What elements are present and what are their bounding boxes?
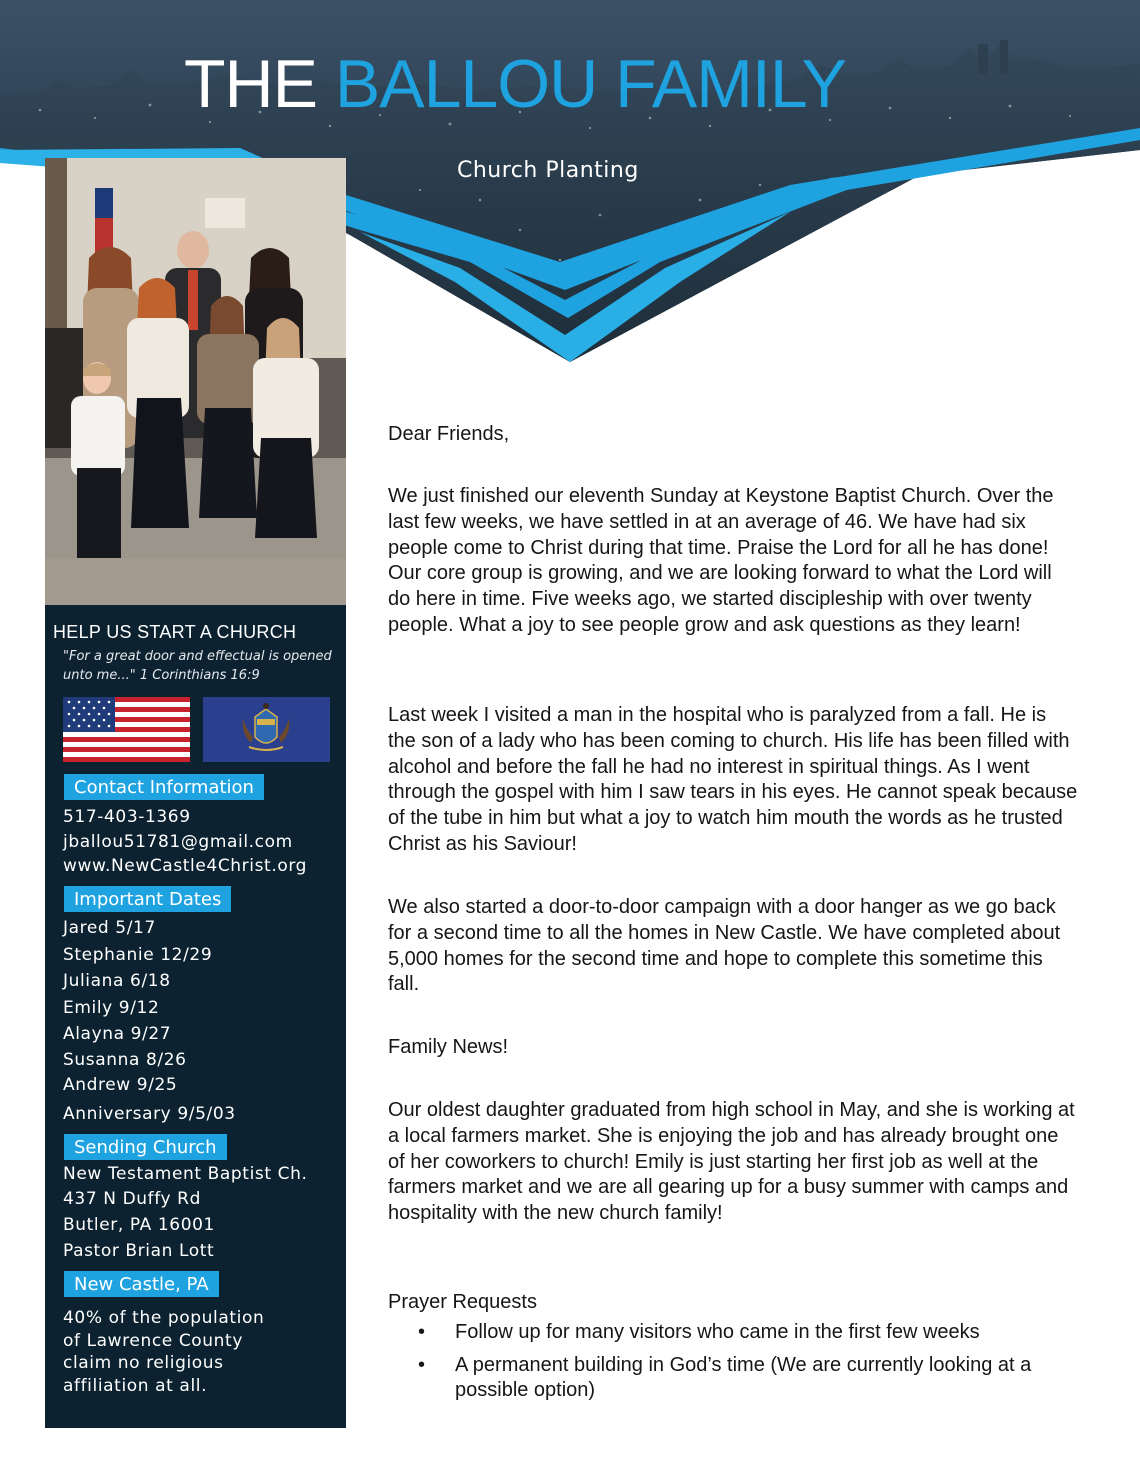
new-castle-line: claim no religious — [63, 1353, 224, 1373]
sending-church-line: Butler, PA 16001 — [63, 1215, 215, 1235]
new-castle-line: 40% of the population — [63, 1308, 265, 1328]
contact-phone[interactable]: 517-403-1369 — [63, 807, 191, 827]
letter-greeting: Dear Friends, — [388, 423, 510, 445]
prayer-requests-list — [418, 1320, 1078, 1411]
date-item: Juliana 6/18 — [63, 971, 171, 991]
sidebar-info-panel — [45, 605, 346, 1428]
sidebar — [45, 158, 346, 1428]
sending-church-line: Pastor Brian Lott — [63, 1241, 215, 1261]
help-us-heading: HELP US START A CHURCH — [53, 622, 297, 642]
sending-church-label: Sending Church — [64, 1134, 227, 1160]
letter-paragraph-door-to-door: We also started a door-to-door campaign with a door hanger as we go back for a second time to all the homes in New Castle. We have completed about 5,000 homes for the second time and hope to complete this sometime this fall. — [388, 896, 1061, 996]
letter-paragraph-hospital: Last week I visited a man in the hospital who is paralyzed from a fall. He is the son of a lady who has been coming to church. His life has been filled with alcohol and before the fall he had no interest in spiritual things. As I went through the gospel with him I saw tears in his eyes. He cannot speak because of the tube in him but what a joy to watch him mouth the words as he trusted Christ as his Saviour! — [388, 704, 1078, 855]
date-item: Jared 5/17 — [63, 918, 156, 938]
pennsylvania-flag-icon — [203, 697, 330, 762]
scripture-quote: "For a great door and effectual is opened unto me..." 1 Corinthians 16:9 — [63, 649, 332, 683]
date-item: Stephanie 12/29 — [63, 945, 213, 965]
bullet-icon: • — [418, 1353, 426, 1376]
new-castle-line: affiliation at all. — [63, 1376, 208, 1396]
prayer-requests-heading: Prayer Requests — [388, 1291, 537, 1313]
contact-email[interactable]: jballou51781@gmail.com — [63, 832, 293, 852]
new-castle-line: of Lawrence County — [63, 1331, 243, 1351]
contact-website[interactable]: www.NewCastle4Christ.org — [63, 856, 308, 876]
prayer-item-text: Follow up for many visitors who came in the first few weeks — [455, 1321, 980, 1343]
list-item — [418, 1353, 1078, 1404]
contact-info-label: Contact Information — [64, 774, 264, 800]
letter-paragraph-attendance: We just finished our eleventh Sunday at Keystone Baptist Church. Over the last few weeks, we have settled in at an average of 46. We have had six people come to Christ during that time. Praise the Lord for all he has done! Our core group is growing, and we are looking forward to what the Lord will do here in time. Five weeks ago, we started discipleship with over twenty people. What a joy to see people grow and ask questions as they learn! — [388, 485, 1054, 636]
date-item: Anniversary 9/5/03 — [63, 1104, 236, 1124]
bullet-icon: • — [418, 1321, 426, 1343]
sending-church-line: New Testament Baptist Ch. — [63, 1164, 308, 1184]
list-item — [418, 1320, 1078, 1346]
title-family-name: BALLOU FAMILY — [334, 46, 846, 122]
us-flag-icon — [63, 697, 190, 762]
new-castle-label: New Castle, PA — [64, 1271, 219, 1297]
family-photo — [45, 158, 346, 605]
date-item: Alayna 9/27 — [63, 1024, 172, 1044]
date-item: Andrew 9/25 — [63, 1075, 178, 1095]
important-dates-label: Important Dates — [64, 886, 231, 912]
title-the: THE — [184, 46, 335, 122]
family-news-heading: Family News! — [388, 1036, 509, 1058]
sending-church-line: 437 N Duffy Rd — [63, 1189, 201, 1209]
date-item: Susanna 8/26 — [63, 1050, 187, 1070]
newsletter-subtitle: Church Planting — [457, 158, 639, 183]
date-item: Emily 9/12 — [63, 998, 160, 1018]
prayer-item-text: A permanent building in God’s time (We are currently looking at a possible option) — [455, 1353, 1032, 1401]
newsletter-title — [184, 46, 846, 122]
letter-paragraph-family-news: Our oldest daughter graduated from high school in May, and she is working at a local farmers market. She is enjoying the job and has already brought one of her coworkers to church! Emily is just starting her first job as well at the farmers market and we are all gearing up for a busy summer with camps and hospitality with the new church family! — [388, 1099, 1075, 1225]
